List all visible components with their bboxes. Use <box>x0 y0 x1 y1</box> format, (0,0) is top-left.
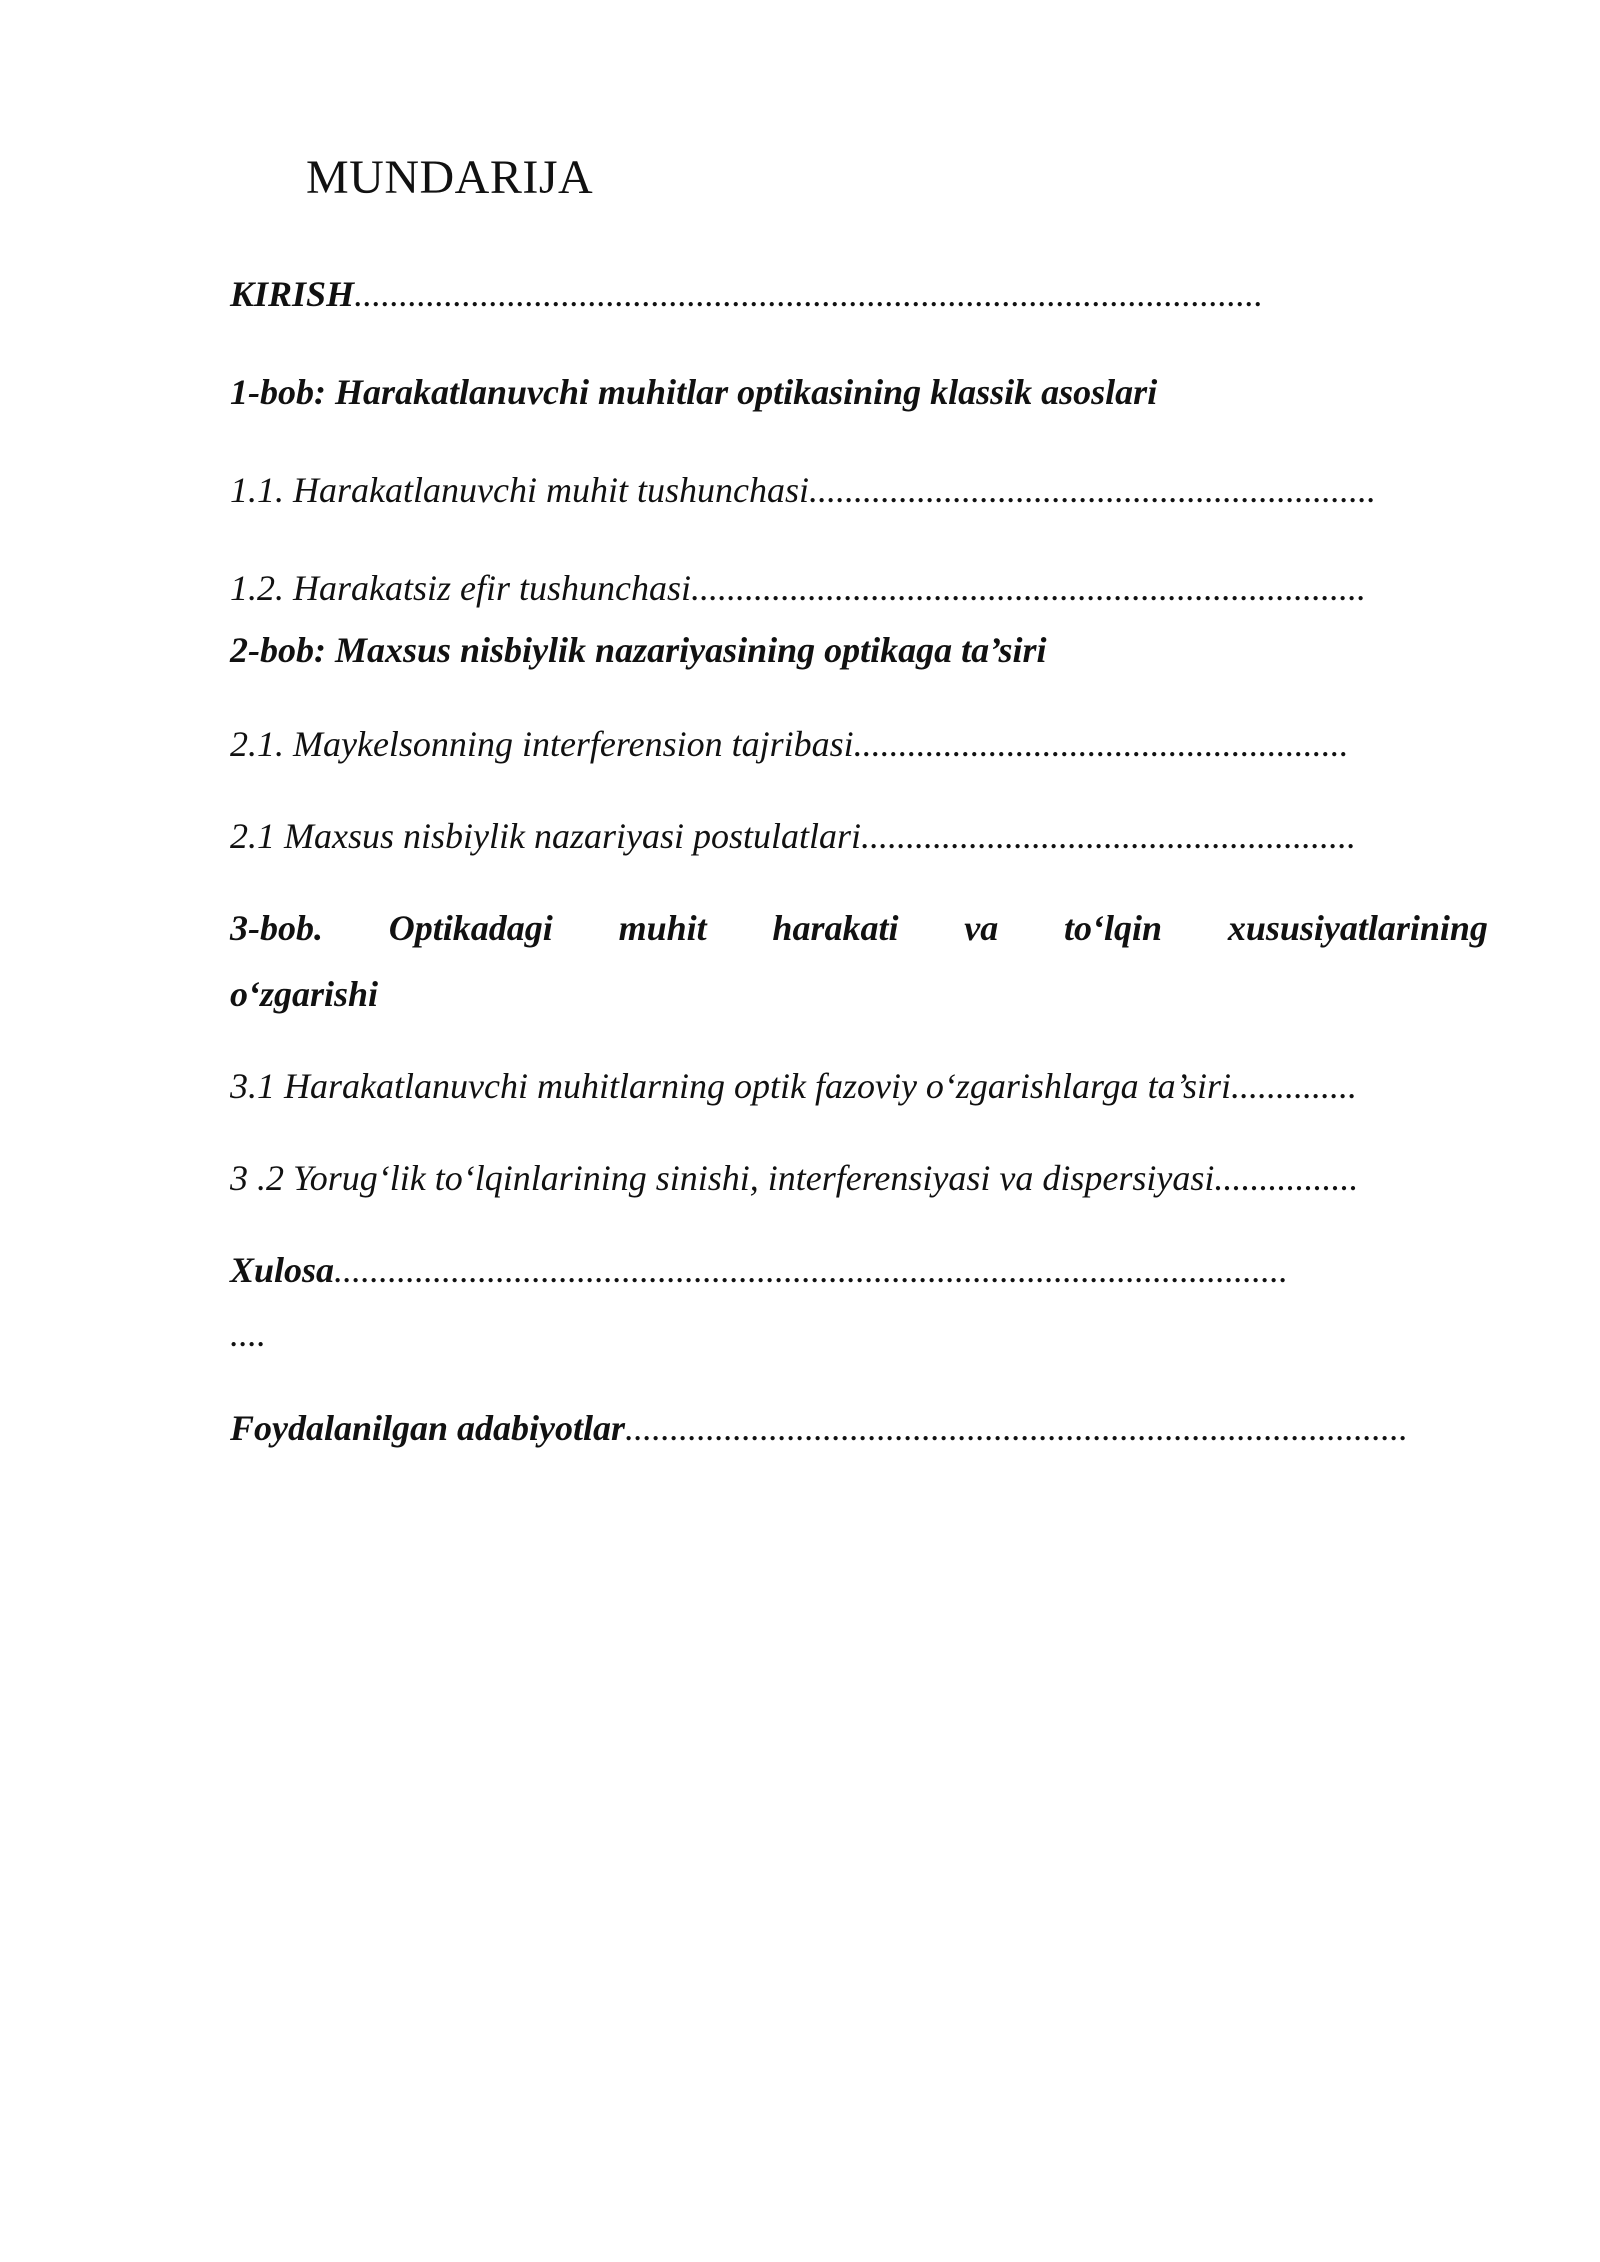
toc-entry-xulosa <box>230 1248 1288 1292</box>
toc-chapter-word: muhit <box>618 908 707 948</box>
toc-entry-kirish <box>230 272 1263 316</box>
toc-entry-label: 2.1 Maxsus nisbiylik nazariyasi postulatlari <box>230 816 862 856</box>
toc-chapter-3-continuation <box>230 972 378 1016</box>
toc-chapter-3 <box>230 906 1488 950</box>
toc-leader-dots: ........................................................................... <box>691 568 1367 608</box>
toc-section-2-1 <box>230 722 1349 766</box>
toc-chapter-word: xususiyatlarining <box>1227 908 1488 948</box>
toc-chapter-label: 1-bob: Harakatlanuvchi muhitlar optikasining klassik asoslari <box>230 372 1158 412</box>
toc-entry-label: 3 .2 Yorug‘lik to‘lqinlarining sinishi, interferensiyasi va dispersiyasi <box>230 1158 1215 1198</box>
toc-chapter-2 <box>230 628 1046 672</box>
toc-leader-dots: ....................................................... <box>861 816 1357 856</box>
toc-chapter-1 <box>230 370 1157 414</box>
toc-entry-xulosa-continuation <box>230 1312 266 1356</box>
toc-chapter-label: o‘zgarishi <box>230 974 379 1014</box>
toc-entry-label: 3.1 Harakatlanuvchi muhitlarning optik fazoviy o‘zgarishlarga ta’siri <box>230 1066 1231 1106</box>
toc-chapter-word: va <box>964 908 999 948</box>
toc-leader-dots: .... <box>230 1314 266 1354</box>
toc-leader-dots: ................ <box>1214 1158 1359 1198</box>
toc-leader-dots: ..................................................................................................... <box>354 274 1264 314</box>
toc-section-3-2 <box>230 1156 1358 1200</box>
toc-entry-references <box>230 1406 1408 1450</box>
toc-chapter-word: Optikadagi <box>388 908 553 948</box>
toc-section-1-1 <box>230 468 1376 512</box>
toc-title: MUNDARIJA <box>306 151 594 204</box>
toc-entry-label: Foydalanilgan adabiyotlar <box>230 1408 626 1448</box>
toc-section-2-2 <box>230 814 1356 858</box>
toc-leader-dots: .............. <box>1231 1066 1357 1106</box>
toc-chapter-word: harakati <box>772 908 899 948</box>
toc-entry-label: 1.2. Harakatsiz efir tushunchasi <box>230 568 692 608</box>
toc-leader-dots: ....................................................... <box>853 724 1349 764</box>
toc-chapter-label: 2-bob: Maxsus nisbiylik nazariyasining optikaga ta’siri <box>230 630 1047 670</box>
toc-entry-label: Xulosa <box>230 1250 335 1290</box>
toc-leader-dots: ....................................................................................... <box>625 1408 1409 1448</box>
toc-entry-label: 1.1. Harakatlanuvchi muhit tushunchasi <box>230 470 809 510</box>
toc-entry-label: 2.1. Maykelsonning interferension tajribasi <box>230 724 854 764</box>
toc-entry-label: KIRISH <box>230 274 355 314</box>
toc-leader-dots: .......................................................................................................... <box>334 1250 1289 1290</box>
toc-section-1-2 <box>230 566 1366 610</box>
toc-chapter-word: to‘lqin <box>1064 908 1163 948</box>
toc-chapter-word: 3-bob. <box>230 908 323 948</box>
toc-leader-dots: ............................................................... <box>808 470 1376 510</box>
toc-section-3-1 <box>230 1064 1357 1108</box>
